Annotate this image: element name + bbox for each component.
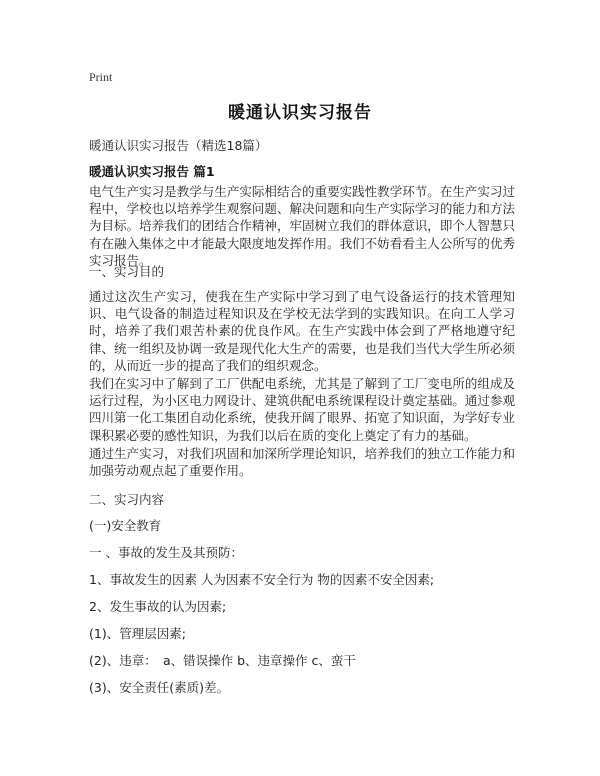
learning-paragraph: 我们在实习中了解到了工厂供配电系统，尤其是了解到了工厂变电所的组成及运行过程，为小区电力网设计、建筑供配电系统课程设计奠定基础。通过参观四川第一化工集团自动化系统，使我开阔了眼界、拓宽了知识面，为学好专业课积累必要的感性知识，为我们以后在质的变化上奠定了有力的基础。 xyxy=(89,376,515,443)
content-heading: 二、实习内容 xyxy=(89,492,165,507)
sub-item-2: (2)、违章： a、错误操作 b、违章操作 c、蛮干 xyxy=(89,653,356,668)
sub-item-1: (1)、管理层因素; xyxy=(89,626,186,641)
summary-paragraph: 通过生产实习，对我们巩固和加深所学理论知识，培养我们的独立工作能力和加强劳动观点起了重要作用。 xyxy=(89,446,515,479)
document-subtitle: 暖通认识实习报告（精选18篇） xyxy=(89,138,268,153)
print-link[interactable]: Print xyxy=(89,70,113,84)
sub-item-3: (3)、安全责任(素质)差。 xyxy=(89,680,229,695)
goal-heading: 一、实习目的 xyxy=(89,264,165,279)
safety-education-heading: (一)安全教育 xyxy=(89,518,162,533)
intro-paragraph: 电气生产实习是教学与生产实际相结合的重要实践性教学环节。在生产实习过程中，学校也以培养学生观察问题、解决问题和向生产实际学习的能力和方法为目标。培养我们的团结合作精神，牢固树立我们的群体意识，即个人智慧只有在融入集体之中才能最大限度地发挥作用。我们不妨看看主人公所写的优秀实习报告。 xyxy=(89,184,515,268)
cause-item-1: 1、事故发生的因素 人为因素不安全行为 物的因素不安全因素; xyxy=(89,572,435,587)
goal-paragraph: 通过这次生产实习，使我在生产实际中学习到了电气设备运行的技术管理知识、电气设备的制造过程知识及在学校无法学到的实践知识。在向工人学习时，培养了我们艰苦朴素的优良作风。在生产实践中体会到了严格地遵守纪律、统一组织及协调一致是现代化大生产的需要，也是我们当代大学生所必须的，从而近一步的提高了我们的组织观念。 xyxy=(89,289,515,373)
section-heading: 暖通认识实习报告 篇1 xyxy=(89,164,215,179)
cause-item-2: 2、发生事故的认为因素; xyxy=(89,599,227,614)
document-title: 暖通认识实习报告 xyxy=(228,103,372,123)
accident-heading: 一 、事故的发生及其预防： xyxy=(89,545,243,560)
